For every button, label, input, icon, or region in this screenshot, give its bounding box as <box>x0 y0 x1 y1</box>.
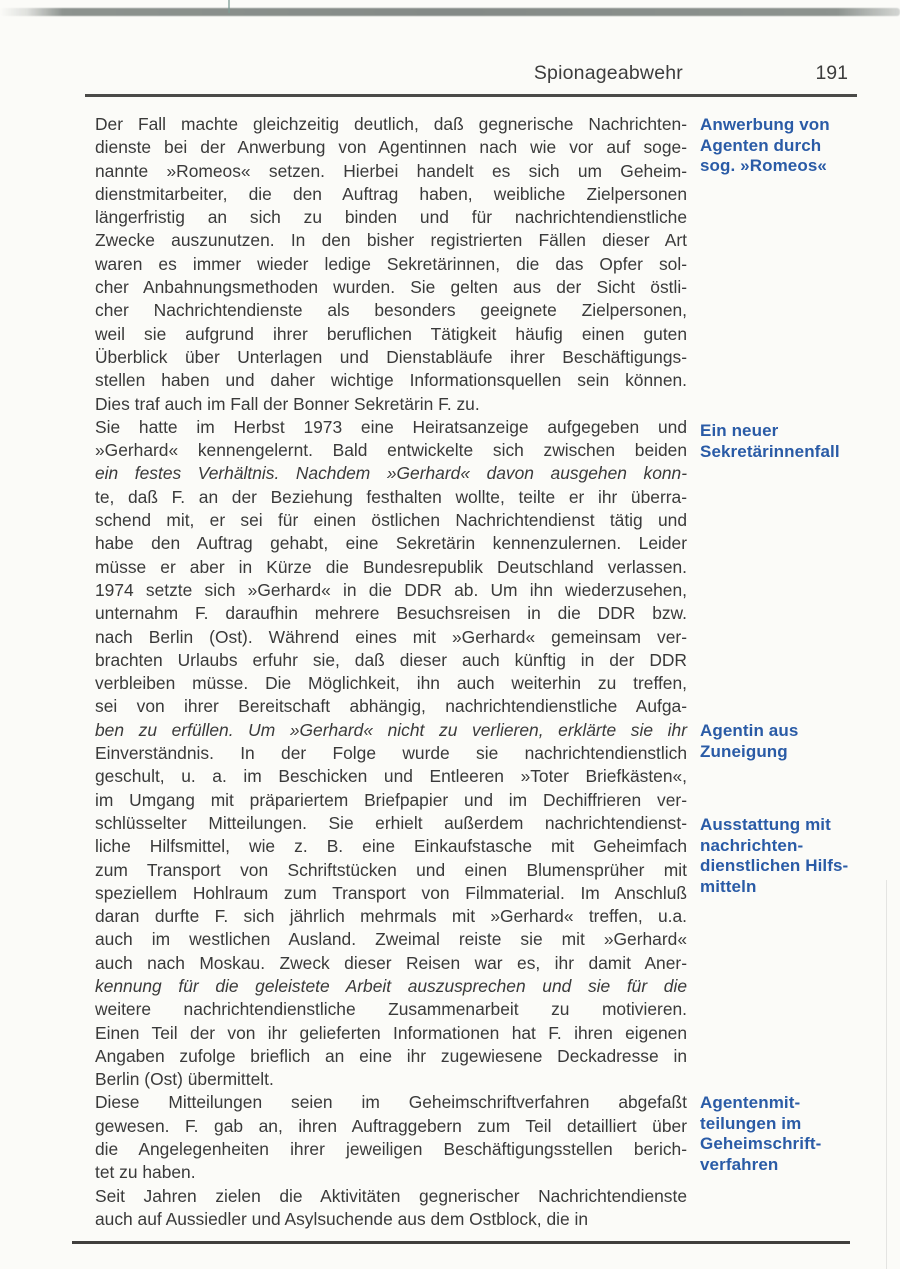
body-text-line: müsse er aber in Kürze die Bundesrepublik Deutschland verlassen. <box>95 556 687 577</box>
body-text-line: tet zu haben. <box>95 1162 196 1183</box>
body-text-line: stellen haben und daher wichtige Informationsquellen sein können. <box>95 370 687 391</box>
body-text-line: weil sie aufgrund ihrer beruflichen Tätigkeit häufig einen guten <box>95 323 687 344</box>
scan-line-artifact <box>228 0 230 13</box>
body-text-line: speziellem Hohlraum zum Transport von Filmmaterial. Im Anschluß <box>95 882 687 903</box>
scan-edge-artifact <box>0 8 900 16</box>
margin-note <box>700 815 872 897</box>
body-text-line: Überblick über Unterlagen und Dienstabläufe ihrer Beschäftigungs- <box>95 346 687 367</box>
body-text-line: brachten Urlaubs erfuhr sie, daß dieser auch künftig in der DDR <box>95 649 687 670</box>
body-text-line: kennung für die geleistete Arbeit auszusprechen und sie für die <box>95 975 687 996</box>
paragraph <box>95 416 687 1092</box>
margin-note-line: mitteln <box>700 876 757 896</box>
body-text-line: daran durfte F. sich jährlich mehrmals mit »Gerhard« treffen, u.a. <box>95 906 687 927</box>
body-text <box>95 113 687 1231</box>
body-text-line: schlüsselter Mitteilungen. Sie erhielt außerdem nachrichtendienst- <box>95 812 687 833</box>
body-text-line: cher Nachrichtendienste als besonders geeignete Zielpersonen, <box>95 300 687 321</box>
running-header-title: Spionageabwehr <box>533 62 683 84</box>
body-text-line: Zwecke auszunutzen. In den bisher registrierten Fällen dieser Art <box>95 230 687 251</box>
body-text-line: verbleiben müsse. Die Möglichkeit, ihn auch weiterhin zu treffen, <box>95 673 687 694</box>
body-text-line: 1974 setzte sich »Gerhard« in die DDR ab. Um ihn wiederzusehen, <box>95 579 687 600</box>
body-text-line: Sie hatte im Herbst 1973 eine Heiratsanzeige aufgegeben und <box>95 416 687 437</box>
body-text-line: längerfristig an sich zu binden und für nachrichtendienstliche <box>95 207 687 228</box>
body-text-line: nach Berlin (Ost). Während eines mit »Gerhard« gemeinsam ver- <box>95 626 687 647</box>
body-text-line: Angaben zufolge brieflich an eine ihr zugewiesene Deckadresse in <box>95 1045 687 1066</box>
body-text-line: auch nach Moskau. Zweck dieser Reisen war es, ihr damit Aner- <box>95 952 687 973</box>
paragraph <box>95 1185 687 1232</box>
margin-note-line: Agenten durch <box>700 135 822 155</box>
paragraph <box>95 1091 687 1184</box>
body-text-line: te, daß F. an der Beziehung festhalten wollte, teilte er ihr überra- <box>95 486 687 507</box>
body-text-line: ben zu erfüllen. Um »Gerhard« nicht zu verlieren, erklärte sie ihr <box>95 719 687 740</box>
body-text-line: Der Fall machte gleichzeitig deutlich, daß gegnerische Nachrichten- <box>95 114 687 134</box>
body-text-line: auch auf Aussiedler und Asylsuchende aus dem Ostblock, die in <box>95 1208 589 1229</box>
body-text-line: cher Anbahnungsmethoden wurden. Sie gelten aus der Sicht östli- <box>95 277 687 298</box>
body-text-line: Berlin (Ost) übermittelt. <box>95 1069 274 1090</box>
margin-note-line: Anwerbung von <box>700 115 830 134</box>
body-text-line: dienste bei der Anwerbung von Agentinnen nach wie vor auf soge- <box>95 137 687 158</box>
body-text-line: Diese Mitteilungen seien im Geheimschriftverfahren abgefaßt <box>95 1092 687 1113</box>
margin-note-line: Zuneigung <box>700 741 788 761</box>
margin-note-line: verfahren <box>700 1154 779 1174</box>
margin-note <box>700 421 872 462</box>
body-text-line: weitere nachrichtendienstliche Zusammenarbeit zu motivieren. <box>95 999 687 1020</box>
page-edge-line <box>886 880 887 1269</box>
body-text-line: unternahm F. daraufhin mehrere Besuchsreisen in die DDR bzw. <box>95 603 687 624</box>
body-text-line: dienstmitarbeiter, die den Auftrag haben, weibliche Zielpersonen <box>95 183 687 204</box>
body-text-line: liche Hilfsmittel, wie z. B. eine Einkaufstasche mit Geheimfach <box>95 836 687 857</box>
margin-note-line: sog. »Romeos« <box>700 156 827 175</box>
body-text-line: »Gerhard« kennengelernt. Bald entwickelte sich zwischen beiden <box>95 440 687 461</box>
margin-note-line: Ausstattung mit <box>700 815 831 834</box>
body-text-line: auch im westlichen Ausland. Zweimal reiste sie mit »Gerhard« <box>95 929 687 950</box>
margin-note <box>700 115 872 177</box>
margin-note <box>700 1093 872 1175</box>
margin-note-line: teilungen im <box>700 1113 802 1133</box>
margin-note-line: Geheimschrift- <box>700 1134 822 1153</box>
body-text-line: nannte »Romeos« setzen. Hierbei handelt es sich um Geheim- <box>95 160 687 181</box>
body-text-line: sei von ihrer Bereitschaft abhängig, nachrichtendienstliche Aufga- <box>95 696 687 717</box>
footer-rule <box>72 1241 850 1244</box>
margin-note-line: Agentenmit- <box>700 1093 801 1112</box>
margin-note-line: dienstlichen Hilfs- <box>700 856 849 875</box>
body-text-line: Dies traf auch im Fall der Bonner Sekretärin F. zu. <box>95 393 480 414</box>
margin-note-line: Agentin aus <box>700 721 799 740</box>
body-text-line: geschult, u. a. im Beschicken und Entleeren »Toter Briefkästen«, <box>95 766 687 787</box>
paragraph <box>95 113 687 416</box>
body-text-line: habe den Auftrag gehabt, eine Sekretärin kennenzulernen. Leider <box>95 533 687 554</box>
body-text-line: waren es immer wieder ledige Sekretärinnen, die das Opfer sol- <box>95 253 687 274</box>
body-text-line: ein festes Verhältnis. Nachdem »Gerhard« davon ausgehen konn- <box>95 463 687 484</box>
body-text-line: Einen Teil der von ihr gelieferten Informationen hat F. ihren eigenen <box>95 1022 687 1043</box>
body-text-line: schend mit, er sei für einen östlichen Nachrichtendienst tätig und <box>95 510 687 531</box>
margin-note-line: Ein neuer <box>700 421 779 440</box>
body-text-line: die Angelegenheiten ihrer jeweiligen Beschäftigungsstellen berich- <box>95 1139 687 1160</box>
body-text-line: im Umgang mit präpariertem Briefpapier und im Dechiffrieren ver- <box>95 789 687 810</box>
page-number: 191 <box>815 62 848 84</box>
header-rule <box>85 94 857 97</box>
margin-note-line: nachrichten- <box>700 835 804 855</box>
body-text-line: Einverständnis. In der Folge wurde sie nachrichtendienstlich <box>95 743 687 764</box>
body-text-line: gewesen. F. gab an, ihren Auftraggebern zum Teil detailliert über <box>95 1115 687 1136</box>
body-text-line: Seit Jahren zielen die Aktivitäten gegnerischer Nachrichtendienste <box>95 1185 687 1206</box>
margin-note <box>700 721 872 762</box>
margin-note-line: Sekretärinnenfall <box>700 441 840 461</box>
body-text-line: zum Transport von Schriftstücken und einen Blumensprüher mit <box>95 859 687 880</box>
